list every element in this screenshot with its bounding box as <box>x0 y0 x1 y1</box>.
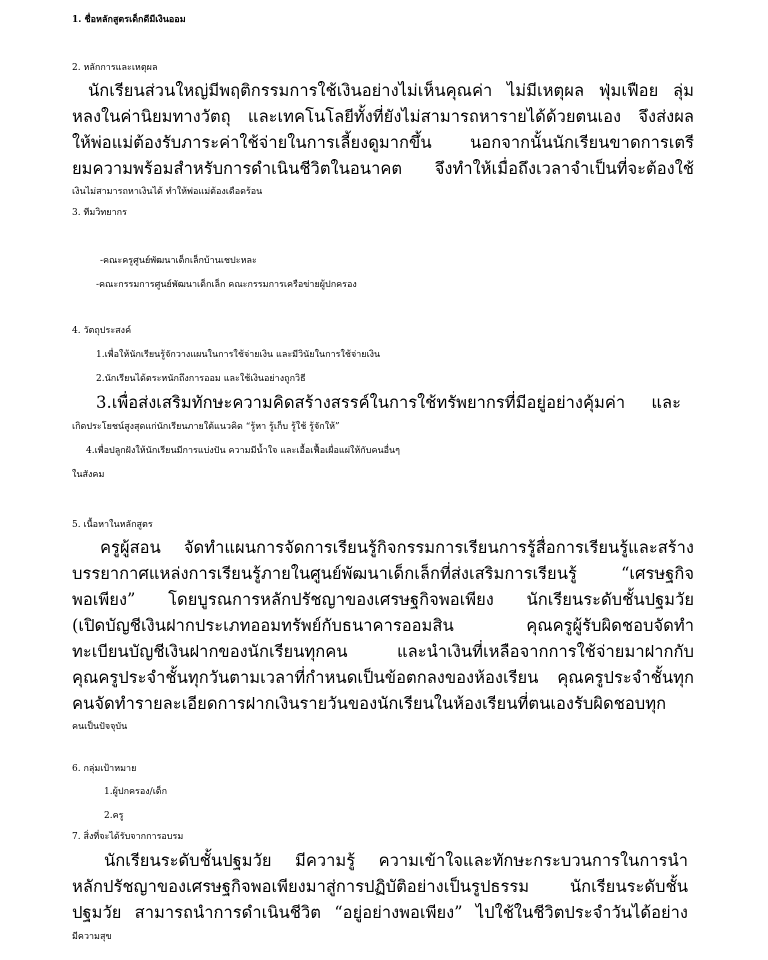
paragraph-line: ปฐมวัย สามารถนำการดำเนินชีวิต “อยู่อย่างพอเพียง” ไปใช้ในชีวิตประจำวันได้อย่าง <box>72 903 688 922</box>
section-heading-content: 5. เนื้อหาในหลักสูตร <box>72 520 153 530</box>
paragraph-line: หลักปรัชญาของเศรษฐกิจพอเพียงมาสู่การปฏิบัติอย่างเป็นรูปธรรม นักเรียนระดับชั้น <box>72 877 688 896</box>
paragraph-line: ให้พ่อแม่ต้องรับภาระค่าใช้จ่ายในการเลี้ยงดูมากขึ้น นอกจากนั้นนักเรียนขาดการเตรี <box>72 133 694 152</box>
paragraph-line: หลงในค่านิยมทางวัตถุ และเทคโนโลยีทั้งที่ยังไม่สามารถหารายได้ด้วยตนเอง จึงส่งผล <box>72 107 694 126</box>
list-item: 2.ครู <box>104 811 124 821</box>
section-heading-target-group: 6. กลุ่มเป้าหมาย <box>72 764 137 774</box>
paragraph-line: คนเป็นปัจจุบัน <box>72 722 128 732</box>
list-item-continuation: ในสังคม <box>72 470 105 480</box>
paragraph-line: พอเพียง” โดยบูรณการหลักปรัชญาของเศรษฐกิจพอเพียง นักเรียนระดับชั้นปฐมวัย <box>72 590 694 609</box>
section-heading-objectives: 4. วัตถุประสงค์ <box>72 326 132 336</box>
paragraph-line: (เปิดบัญชีเงินฝากประเภทออมทรัพย์กับธนาคารออมสิน คุณครูผู้รับผิดชอบจัดทำ <box>72 616 694 635</box>
list-item-continuation: เกิดประโยชน์สูงสุดแก่นักเรียนภายใต้แนวคิด “รู้หา รู้เก็บ รู้ใช้ รู้จักให้” <box>72 422 340 432</box>
section-heading-rationale: 2. หลักการและเหตุผล <box>72 63 158 73</box>
paragraph-line: ทะเบียนบัญชีเงินฝากของนักเรียนทุกคน และนำเงินที่เหลือจากการใช้จ่ายมาฝากกับ <box>72 642 694 661</box>
paragraph-line: ยมความพร้อมสำหรับการดำเนินชีวิตในอนาคต จึงทำให้เมื่อถึงเวลาจำเป็นที่จะต้องใช้ <box>72 159 694 178</box>
document-title: 1. ชื่อหลักสูตรเด็กดีมีเงินออม <box>72 15 186 25</box>
section-heading-speakers: 3. ทีมวิทยากร <box>72 208 127 218</box>
list-item: -คณะกรรมการศูนย์พัฒนาเด็กเล็ก คณะกรรมการเครือข่ายผู้ปกครอง <box>96 280 357 290</box>
list-item: 1.เพื่อให้นักเรียนรู้จักวางแผนในการใช้จ่ายเงิน และมีวินัยในการใช้จ่ายเงิน <box>96 350 381 360</box>
list-item: 3.เพื่อส่งเสริมทักษะความคิดสร้างสรรค์ในการใช้ทรัพยากรที่มีอยู่อย่างคุ้มค่า และ <box>96 393 681 412</box>
paragraph-line: นักเรียนส่วนใหญ่มีพฤติกรรมการใช้เงินอย่างไม่เห็นคุณค่า ไม่มีเหตุผล ฟุ่มเฟือย ลุ่ม <box>88 81 694 100</box>
paragraph-line: คุณครูประจำชั้นทุกวันตามเวลาที่กำหนดเป็นข้อตกลงของห้องเรียน คุณครูประจำชั้นทุก <box>72 668 694 687</box>
list-item: -คณะครูศูนย์พัฒนาเด็กเล็กบ้านเชปะหละ <box>100 256 257 266</box>
paragraph-line: นักเรียนระดับชั้นปฐมวัย มีความรู้ ความเข้าใจและทักษะกระบวนการในการนำ <box>104 851 688 870</box>
list-item: 2.นักเรียนได้ตระหนักถึงการออม และใช้เงินอย่างถูกวิธี <box>96 374 306 384</box>
paragraph-line: เงินไม่สามารถหาเงินได้ ทำให้พ่อแม่ต้องเดือดร้อน <box>72 187 263 197</box>
list-item: 4.เพื่อปลูกฝังให้นักเรียนมีการแบ่งปัน ความมีน้ำใจ และเอื้อเฟื้อเผื่อแผ่ให้กับคนอื่นๆ <box>86 446 401 456</box>
paragraph-line: ครูผู้สอน จัดทำแผนการจัดการเรียนรู้กิจกรรมการเรียนการรู้สื่อการเรียนรู้และสร้าง <box>100 538 694 557</box>
section-heading-outcomes: 7. สิ่งที่จะได้รับจากการอบรม <box>72 832 184 842</box>
paragraph-line: บรรยากาศแหล่งการเรียนรู้ภายในศูนย์พัฒนาเด็กเล็กที่ส่งเสริมการเรียนรู้ “เศรษฐกิจ <box>72 564 694 583</box>
list-item: 1.ผู้ปกครอง/เด็ก <box>104 787 168 797</box>
paragraph-line: คนจัดทำรายละเอียดการฝากเงินรายวันของนักเรียนในห้องเรียนที่ตนเองรับผิดชอบทุก <box>72 694 667 713</box>
paragraph-line: มีความสุข <box>72 932 112 942</box>
